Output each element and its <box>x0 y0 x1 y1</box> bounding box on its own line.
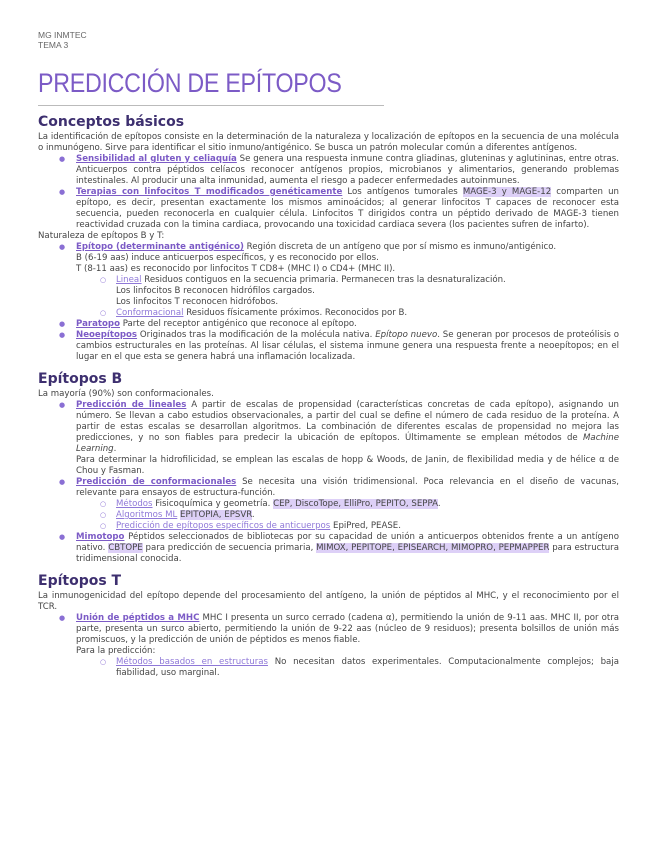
item-text: . <box>437 499 441 509</box>
page-title: PREDICCIÓN DE EPÍTOPOS <box>38 68 342 98</box>
item-line: Para la predicción: <box>76 646 156 656</box>
item-text: para estructura tridimensional conocida. <box>76 543 619 564</box>
item-line: Los linfocitos T reconocen hidrófobos. <box>116 297 279 307</box>
item-text: Los antígenos tumorales <box>342 187 463 197</box>
list-item <box>76 154 619 187</box>
term-link[interactable]: Algoritmos ML <box>116 510 178 520</box>
item-line: T (8-11 aas) es reconocido por linfocitos T CD8+ (MHC I) o CD4+ (MHC II). <box>76 264 396 274</box>
item-text: . <box>251 510 255 520</box>
list-item <box>76 242 619 319</box>
term-link[interactable]: Terapias con linfocitos T modificados genéticamente <box>76 187 343 197</box>
header-topic: TEMA 3 <box>38 40 69 50</box>
item-text: para predicción de secuencia primaria, <box>142 543 317 553</box>
list-item <box>76 400 619 477</box>
sub-item <box>116 275 619 308</box>
item-text: A partir de escalas de propensidad (características concretas de cada epítopo), asignando un número. Se llevan a cabo estudios observacionales, a partir del cual se define el número de cada residuo de la proteína. A partir de estas escalas se desarrollan algoritmos. La combinación de diferentes escalas de propensidad no mejora las predicciones, y no son fiables para predecir la ubicación de epítopos. Últimamente se emplean métodos de <box>76 400 619 443</box>
section-intro: La mayoría (90%) son conformacionales. <box>38 389 214 399</box>
list-item <box>76 477 619 532</box>
section-intro: La identificación de epítopos consiste en la determinación de la naturaleza y localización de epítopos en la secuencia de una molécula o inmunógeno. Sirve para identificar el sitio inmuno/antigénico. Se busca un patrón molecular común a diferentes antígenos. <box>38 132 619 153</box>
sub-item <box>116 510 619 521</box>
sub-list <box>76 657 619 679</box>
title-divider <box>38 105 384 106</box>
section-heading-epitopos-b: Epítopos B <box>38 371 123 387</box>
section-heading-conceptos: Conceptos básicos <box>38 114 185 130</box>
item-text: MHC I presenta un surco cerrado (cadena α), permitiendo la unión de 9-11 aas. MHC II, por otra parte, presenta un surco abierto, permitiendo la unión de 9-22 aas (núcleo de 9 residuos); presenta bolsillos de unión más promiscuos, y la predicción de unión de péptidos es menos fiable. <box>76 613 619 645</box>
term-link[interactable]: Predicción de lineales <box>76 400 187 410</box>
item-text: No necesitan datos experimentales. Computacionalmente complejos; baja fiabilidad, uso marginal. <box>116 657 619 678</box>
item-text: Fisicoquímica y geometría. <box>152 499 274 509</box>
item-text: Péptidos seleccionados de bibliotecas por su capacidad de unión a anticuerpos obtenidos frente a un antígeno nativo. <box>76 532 619 553</box>
term-link[interactable]: Mimotopo <box>76 532 125 542</box>
item-line: Los linfocitos B reconocen hidrófilos cargados. <box>116 286 315 296</box>
item-text: Se genera una respuesta inmune contra gliadinas, gluteninas y aglutininas, entre otras. Anticuerpos contra péptidos celíacos reconocer antígenos propios, microbianos y alimentarios, generando problemas intestinales. Al producir una alta inmunidad, aumenta el riesgo a padecer enfermedades autoinmunes. <box>76 154 620 186</box>
bullet-list <box>38 613 619 679</box>
highlight: CBTOPE <box>108 543 143 553</box>
item-text: Residuos contiguos en la secuencia primaria. Permanecen tras la desnaturalización. <box>141 275 506 285</box>
highlight: CEP, DiscoTope, ElliPro, PEPITO, SEPPA <box>273 499 438 509</box>
sub-item <box>116 521 619 532</box>
document-header <box>38 30 619 50</box>
sub-item <box>116 308 619 319</box>
term-link[interactable]: Predicción de conformacionales <box>76 477 237 487</box>
term-link[interactable]: Métodos basados en estructuras <box>116 657 268 667</box>
term-link[interactable]: Métodos <box>116 499 153 509</box>
item-text: . <box>113 444 117 454</box>
term-link[interactable]: Conformacional <box>116 308 184 318</box>
italic-term: Epítopo nuevo <box>375 330 438 340</box>
item-text: Parte del receptor antigénico que reconoce al epítopo. <box>119 319 357 329</box>
term-link[interactable]: Neoepítopos <box>76 330 138 340</box>
italic-term: Machine Learning <box>76 433 619 454</box>
term-link[interactable]: Lineal <box>116 275 142 285</box>
list-item <box>76 532 619 565</box>
list-item <box>76 187 619 231</box>
bullet-list <box>38 154 619 231</box>
list-item <box>76 319 619 330</box>
list-item <box>76 613 619 679</box>
list-item <box>76 330 619 363</box>
sub-list <box>76 499 619 532</box>
item-line: Para determinar la hidrofilicidad, se emplean las escalas de hopp & Woods, de Janin, de flexibilidad media y de hélice α de Chou y Fasman. <box>76 455 619 476</box>
sub-item <box>116 499 619 510</box>
item-text: Originados tras la modificación de la molécula nativa. <box>137 330 376 340</box>
term-link[interactable]: Unión de péptidos a MHC <box>76 613 200 623</box>
bullet-list <box>38 242 619 363</box>
item-text: EpiPred, PEASE. <box>330 521 401 531</box>
highlight: MIMOX, PEPITOPE, EPISEARCH, MIMOPRO, PEPMAPPER <box>316 543 550 553</box>
item-line: B (6-19 aas) induce anticuerpos específicos, y es reconocido por ellos. <box>76 253 379 263</box>
highlight: EPITOPIA, EPSVR <box>180 510 252 520</box>
header-course: MG INMTEC <box>38 30 87 40</box>
sub-item <box>116 657 619 679</box>
sub-list <box>76 275 619 319</box>
bullet-list <box>38 400 619 565</box>
term-link[interactable]: Paratopo <box>76 319 120 329</box>
section-intro: La inmunogenicidad del epítopo depende del procesamiento del antígeno, la unión de péptidos al MHC, y el reconocimiento por el TCR. <box>38 591 619 612</box>
term-link[interactable]: Epítopo (determinante antigénico) <box>76 242 244 252</box>
section-heading-epitopos-t: Epítopos T <box>38 573 122 589</box>
item-text: Se necesita una visión tridimensional. Poca relevancia en el diseño de vacunas, relevante para ensayos de estructura-función. <box>76 477 619 498</box>
term-link[interactable]: Predicción de epítopos específicos de anticuerpos <box>116 521 331 531</box>
item-text: . Se generan por procesos de proteólisis o cambios estructurales en las proteínas. Al lisar células, el sistema inmune genera una respuesta frente a neoepítopos; en el lugar en el que esta se genera habrá una inflamación localizada. <box>76 330 619 362</box>
item-text: Región discreta de un antígeno que por sí mismo es inmuno/antigénico. <box>243 242 557 252</box>
term-link[interactable]: Sensibilidad al gluten y celiaquía <box>76 154 237 164</box>
item-text: comparten un epítopo, es decir, presentan exactamente los mismos aminoácidos; al generar linfocitos T capaces de reconocer esta secuencia, pueden reconocerla en cualquier célula. Linfocitos T dirigidos contra un péptido derivado de MAGE-3 tienen reactividad cruzada con la timina cardiaca, provocando una toxicidad cardiaca severa (los pacientes sufren de infarto). <box>76 187 619 230</box>
paragraph: Naturaleza de epítopos B y T: <box>38 231 165 241</box>
highlight: MAGE-3 y MAGE-12 <box>462 187 552 197</box>
item-text: Residuos físicamente próximos. Reconocidos por B. <box>183 308 408 318</box>
